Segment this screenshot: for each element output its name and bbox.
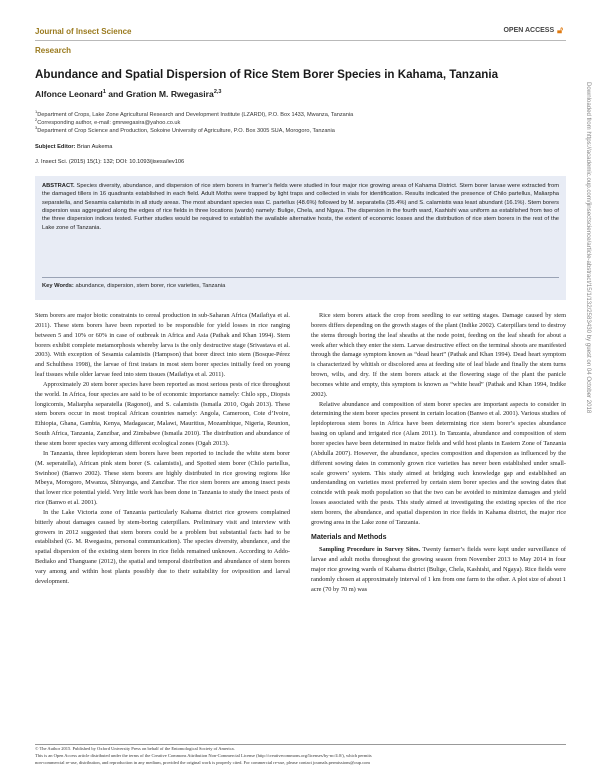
author-affiliation-marker: 2,3 bbox=[213, 89, 222, 96]
watermark-text: Downloaded from https://academic.oup.com/jinsectscience/article-abstract/15/1/132/2583430 by guest on 04 October 2018 bbox=[585, 82, 592, 414]
citation-line: J. Insect Sci. (2015) 15(1): 132; DOI: 10.1093/jisesa/iev106 bbox=[35, 159, 185, 165]
journal-name: Journal of Insect Science bbox=[35, 27, 132, 36]
abstract-divider bbox=[42, 277, 559, 278]
open-lock-icon: 🔓︎ bbox=[557, 25, 563, 35]
keywords bbox=[42, 283, 225, 289]
section-label: Research bbox=[35, 46, 72, 55]
subject-editor bbox=[35, 144, 112, 150]
body-paragraph: In Tanzania, three lepidopteran stem borers have been reported to include the white stem borer (M. seperatella), African pink stem borer (S. calamistis), and Spotted stem borer (Chilo partellus, Swinhoe) (Banwo 2002). These stem borers are highly distributed in rice growing regions like Mbeya, Morogoro, Mwanza, Shinyanga, and Zanzibar. The rice stem borers are among insect pests that lower rice potential yield. Very little work has been done in Tanzania to study the insect pests of rice (Banwo et al. 2001). bbox=[35, 449, 290, 507]
methods-subheading: Sampling Procedure in Survey Sites. bbox=[319, 546, 421, 554]
subject-editor-name: Brian Aukema bbox=[77, 144, 113, 150]
author-list bbox=[35, 89, 221, 99]
author-name: Alfonce Leonard bbox=[35, 89, 103, 99]
article-title: Abundance and Spatial Dispersion of Rice Stem Borer Species in Kahama, Tanzania bbox=[35, 68, 499, 81]
body-column-right bbox=[311, 311, 566, 595]
download-watermark bbox=[582, 82, 592, 652]
methods-text: Twenty farmer’s fields were kept under surveillance of larvae and adult moths throughout the growing season from November 2013 to May 2014 in four major rice growing wards of Kahama district (Bulige, Chela, Kashishi, and Ngaya). Rice fields were randomly chosen at approximately interval of 1 km from one farm to the other. A plot size of about 1 acre (70 by 70 m) was bbox=[311, 546, 566, 593]
body-paragraph: Rice stem borers attack the crop from seedling to ear setting stages. Damage caused by stem borers differs depending on the growth stages of the plant (Indike 2002). Caterpillars tend to destroy the stems through boring the leaf sheaths at the node point, feeding on the leaf sheath for about a week after which they enter the stem. Larvae destructive effect on the terminal shoots are manifested through the damage symptom known as “dead heart” (Pathak and Khan 1994). Dead heart symptom is characterized by whitish or discolored area at feeding site of leaf blade and finally the stem turns brown, wilts, and dry. If the stem borers attack at the flowering stage of the plant the panicle becomes white and empty, this symptom is known as “white head” (Pathak and Khan 1994, Indike 2002). bbox=[311, 312, 566, 398]
affiliation-text: Department of Crops, Lake Zone Agricultural Research and Development Institute (LZARDI), P.O. Box 1433, Mwanza, Tanzania bbox=[37, 111, 354, 118]
license-line: This is an Open Access article distributed under the terms of the Creative Commons Attribution Non-Commercial License (http://creativecommons.org/licenses/by-nc/4.0/), which permits bbox=[35, 753, 372, 758]
copyright-line: © The Author 2015. Published by Oxford University Press on behalf of the Entomological Society of America. bbox=[35, 746, 235, 751]
corresponding-author-text: Corresponding author, e-mail: gmrwegasira@yahoo.co.uk bbox=[37, 119, 181, 126]
keywords-label: Key Words: bbox=[42, 283, 74, 289]
body-paragraph: Stem borers are major biotic constraints to cereal production in sub-Saharan Africa (Mailafiya et al. 2011). These stem borers have been reported to be responsible for yield losses in rice ranging between 5 and 10% or 60% in case of outbreak in Africa and Asia (Pathak and Khan 1994). Stem borers exhibit complete metamorphosis whereby larva is the only destructive stage (Srivastava et al. 2003). With exception of Sesamia calamistis (Hampson) that borer direct into stem (Bosque-Pérez and Schulthess 1998), the larvae of first instars in most stem borer species initially feed on young leaf tissues while older larvae feed into stem tissues (Mailafiya et al. 2011). bbox=[35, 312, 290, 379]
affiliation-marker: 2 bbox=[35, 117, 38, 122]
abstract-text: Species diversity, abundance, and dispersion of rice stem borers in framer’s fields were studied in four major rice growing areas of Kahama District. Stem borer larvae were extracted from the damaged tillers in 16 quadrants established in each field. Adult Moths were trapped by light traps and collected in vials for identification. Results indicated the presence of Chilo partellus, Maliarpha separatella, and Sesamia calamistis in all study areas. The most abundant species was C. partellus (48.6%) followed by M. separatella (35.4%) and S. calamistis was least abundant (16.1%). Stem borers dispersion was aggregated along the edges of rice fields in three locations (wards) namely: Bulige, Chela, and Ngaya. The dispersion in the fourth ward, Kashishi was uniform as established from two of the three dispersion indices tested. Further studies would be required to establish the available alternative hosts, the extent of economic losses and the distribution of rice stem borers in the rest of the Lake zone of Tanzania. bbox=[42, 183, 559, 231]
author-affiliation-marker: 1 bbox=[102, 89, 106, 96]
keywords-text: abundance, dispersion, stem borer, rice varieties, Tanzania bbox=[75, 283, 226, 289]
abstract-label: ABSTRACT. bbox=[42, 183, 75, 189]
body-paragraph: In the Lake Victoria zone of Tanzania particularly Kahama district rice growers complained bitterly about damages caused by stem-boring caterpillars. Preliminary visit and interview with growers in 2012 suggested that stem borers could be a problem but substantial facts had to be established (G. M. Rwegasira, personal communication). The species diversity, abundance, and the spatial dispersion of the existing stem borers in rice fields remained unknown. According to Addo-Bediako and Thanguane (2012), the spatial and temporal distribution and abundance of stem borers vary among and within host plants possibly due to their suitability for oviposition and larval development. bbox=[35, 508, 290, 585]
copyright-footnote bbox=[35, 745, 566, 766]
open-access-badge bbox=[503, 25, 563, 36]
methods-heading: Materials and Methods bbox=[311, 533, 387, 541]
subject-editor-label: Subject Editor: bbox=[35, 144, 76, 150]
open-access-label: OPEN ACCESS bbox=[503, 27, 555, 34]
body-paragraph: Relative abundance and composition of stem borer species are important aspects to consider in determining the stem borer species present in certain location (Banwo et al. 2001). Various studies of lepidopterous stem bores in Africa have been determining rice stem borer’s species abundance basing on upland and irrigated rice (Alam 2011). In Tanzania, abundance and composition of stem borer species have been determined in maize fields and wild host plants in Eastern Zone of Tanzania (Abdulla 2007). However, the abundance, species composition and dispersion as influenced by the different sowing dates in commonly grown rice varieties has never been established under small-scale growers’ system. This study aimed at bridging such knowledge gap and established an understanding on varieties most preferred by certain stem borer species and the sowing dates that coincide with peak moth population so that the two can be avoided to minimize damages and yield losses associated with the pests. This study aimed at investigating the existing species of the rice stem borers, the abundance, and spatial dispersion in rice fields in Kahama district, the major rice growing area in the Lake zone of Tanzania. bbox=[311, 400, 566, 526]
affiliation-marker: 1 bbox=[35, 109, 38, 114]
methods-paragraph bbox=[311, 545, 566, 594]
affiliation-text: Department of Crop Science and Production, Sokoine University of Agriculture, P.O. Box 3005 SUA, Morogoro, Tanzania bbox=[37, 127, 335, 134]
affiliation bbox=[35, 125, 566, 134]
author-name: Gration M. Rwegasira bbox=[125, 89, 214, 99]
header-rule bbox=[35, 40, 566, 41]
body-paragraph: Approximately 20 stem borer species have been reported as most serious pests of rice throughout the world. In Africa, four species are said to be of economic importance namely: Chilo spp., Diopsis longicornis, Maliarpha separatella (Ragonot), and S. calamistis (Ismaila 2010, Ogah 2013). These stem borers occur in most tropical African countries namely: Angola, Cameroon, Cote d’Ivoire, Ethiopia, Ghana, Gambia, Kenya, Madagascar, Malawi, Mauritius, Mozambique, Nigeria, Reunion, South Africa, Tanzania, Zanzibar, and Zimbabwe (Ismaila 2010). The distribution and abundance of these stem borer species vary among different ecological zones (Ogah 2013). bbox=[35, 380, 290, 447]
body-column-left bbox=[35, 311, 290, 587]
author-joiner: and bbox=[105, 89, 126, 99]
abstract-body bbox=[42, 182, 559, 232]
license-line: non-commercial re-use, distribution, and reproduction in any medium, provided the original work is properly cited. For commercial re-use, please contact journals.permissions@oup.com bbox=[35, 760, 370, 765]
abstract-box bbox=[35, 176, 566, 300]
affiliation-marker: 3 bbox=[35, 125, 38, 130]
